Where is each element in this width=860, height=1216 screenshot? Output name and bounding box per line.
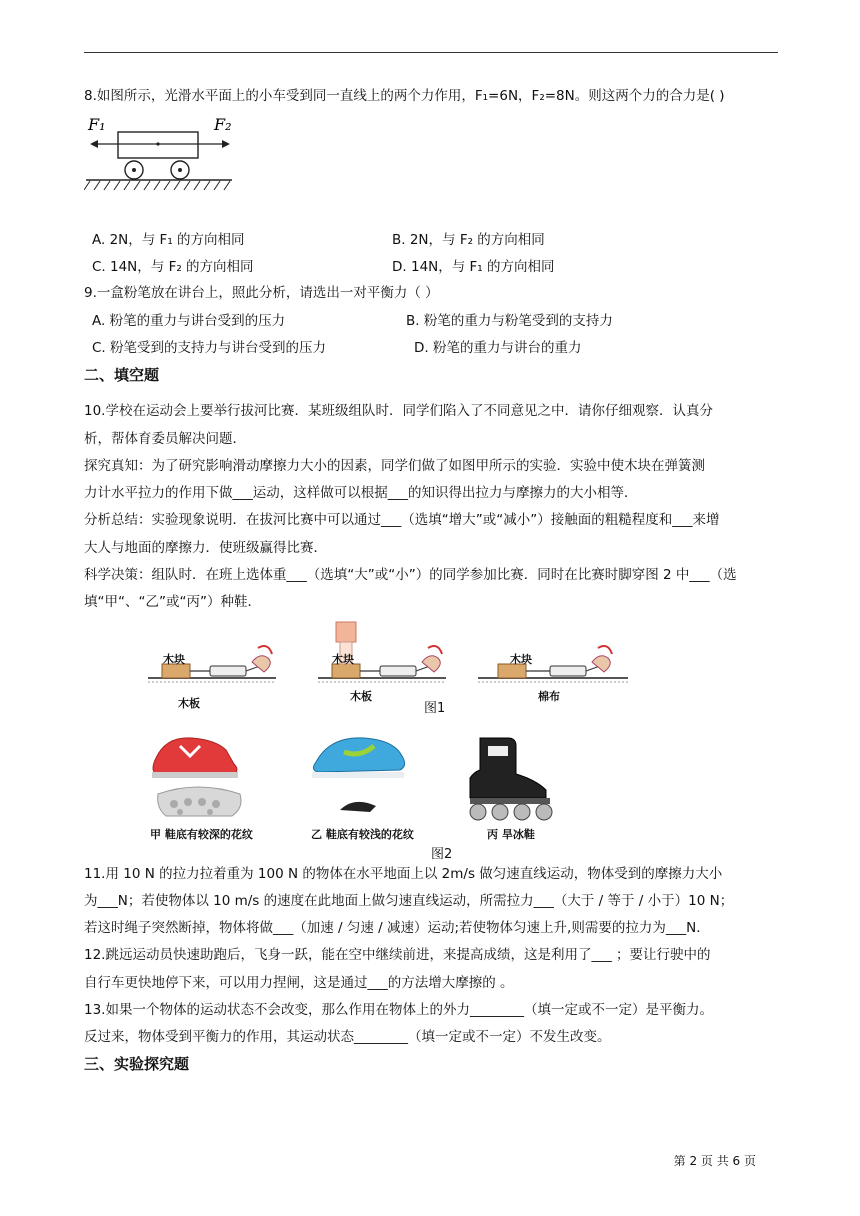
fig2-shoe-label-jia: 甲 鞋底有较深的花纹	[150, 828, 253, 841]
q9-stem: 9.一盒粉笔放在讲台上，照此分析，请选出一对平衡力（ ）	[84, 285, 439, 301]
q10-line-7: 科学决策：组队时．在班上选体重___（选填“大”或“小”）的同学参加比赛．同时在比赛时脚穿图 2 中___（选	[84, 567, 737, 583]
q13-line-1: 13.如果一个物体的运动状态不会改变，那么作用在物体上的外力________（填一定或不一定）是平衡力。	[84, 1002, 713, 1018]
q10-line-2: 析，帮体育委员解决问题．	[84, 431, 246, 447]
fig1-surface-label-3: 棉布	[538, 690, 560, 703]
q10-figure-1	[148, 618, 638, 718]
shoe-jia-image	[152, 738, 241, 816]
q8-f1-label: F₁	[88, 115, 106, 134]
fig1-block-label-3: 木块	[510, 653, 532, 666]
q12-line-1: 12.跳远运动员快速助跑后，飞身一跃，能在空中继续前进，来提高成绩，这是利用了___ ；要让行驶中的	[84, 947, 711, 963]
fig1-surface-label-1: 木板	[178, 697, 200, 710]
fig1-surface-label-2: 木板	[350, 690, 372, 703]
fig1-block-label-2: 木块	[332, 653, 354, 666]
shoe-yi-image	[312, 738, 405, 812]
q10-line-3: 探究真知：为了研究影响滑动摩擦力大小的因素，同学们做了如图甲所示的实验．实验中使木块在弹簧测	[84, 458, 705, 474]
q10-line-1: 10.学校在运动会上要举行拔河比赛．某班级组队时．同学们陷入了不同意见之中．请你仔细观察．认真分	[84, 403, 713, 419]
page-number: 第 2 页 共 6 页	[673, 1154, 756, 1168]
shoe-bing-image	[470, 738, 552, 820]
q9-option-b[interactable]: B. 粉笔的重力与粉笔受到的支持力	[406, 313, 613, 329]
q8-option-a[interactable]: A. 2N，与 F₁ 的方向相同	[92, 232, 245, 248]
fig1-block-label-1: 木块	[163, 653, 185, 666]
q13-line-2: 反过来，物体受到平衡力的作用，其运动状态________（填一定或不一定）不发生改变。	[84, 1029, 611, 1045]
q8-option-b[interactable]: B. 2N，与 F₂ 的方向相同	[392, 232, 545, 248]
q12-line-2: 自行车更快地停下来，可以用力捏闸，这是通过___的方法增大摩擦的 。	[84, 975, 514, 991]
q10-line-5: 分析总结：实验现象说明．在拔河比赛中可以通过___（选填“增大”或“减小”）接触面的粗糙程度和___来增	[84, 512, 720, 528]
q10-line-6: 大人与地面的摩擦力．使班级赢得比赛．	[84, 540, 327, 556]
page-footer	[0, 1152, 860, 1169]
q8-cart-figure	[84, 110, 234, 200]
fig2-caption: 图2	[431, 847, 453, 862]
q9-option-a[interactable]: A. 粉笔的重力与讲台受到的压力	[92, 313, 286, 329]
q8-stem: 8.如图所示，光滑水平面上的小车受到同一直线上的两个力作用，F₁=6N，F₂=8N。则这两个力的合力是( )	[84, 88, 725, 104]
q10-line-8: 填“甲“、“乙”或“丙”）种鞋．	[84, 594, 261, 610]
fig1-panel-cloth	[478, 646, 628, 682]
section-fill-in-heading: 二、填空题	[84, 366, 160, 384]
q8-option-c[interactable]: C. 14N，与 F₂ 的方向相同	[92, 259, 254, 275]
q8-option-d[interactable]: D. 14N，与 F₁ 的方向相同	[392, 259, 555, 275]
fig2-shoe-label-bing: 丙 旱冰鞋	[487, 828, 535, 841]
q11-line-1: 11.用 10 N 的拉力拉着重为 100 N 的物体在水平地面上以 2m/s 做匀速直线运动，物体受到的摩擦力大小	[84, 866, 723, 882]
section-experiment-heading: 三、实验探究题	[84, 1055, 190, 1073]
q9-option-d[interactable]: D. 粉笔的重力与讲台的重力	[414, 340, 582, 356]
fig2-shoe-label-yi: 乙 鞋底有较浅的花纹	[311, 828, 414, 841]
q11-line-3: 若这时绳子突然断掉，物体将做___（加速 / 匀速 / 减速）运动;若使物体匀速上升,则需要的拉力为___N．	[84, 920, 710, 936]
q8-f2-label: F₂	[214, 115, 232, 134]
q11-line-2: 为___N；若使物体以 10 m/s 的速度在此地面上做匀速直线运动，所需拉力___（大于 / 等于 / 小于）10 N；	[84, 893, 734, 909]
q10-line-4: 力计水平拉力的作用下做___运动，这样做可以根据___的知识得出拉力与摩擦力的大小相等．	[84, 485, 638, 501]
q9-option-c[interactable]: C. 粉笔受到的支持力与讲台受到的压力	[92, 340, 327, 356]
q10-figure-2	[150, 732, 570, 824]
header-rule	[84, 52, 778, 53]
fig1-caption: 图1	[424, 701, 446, 716]
